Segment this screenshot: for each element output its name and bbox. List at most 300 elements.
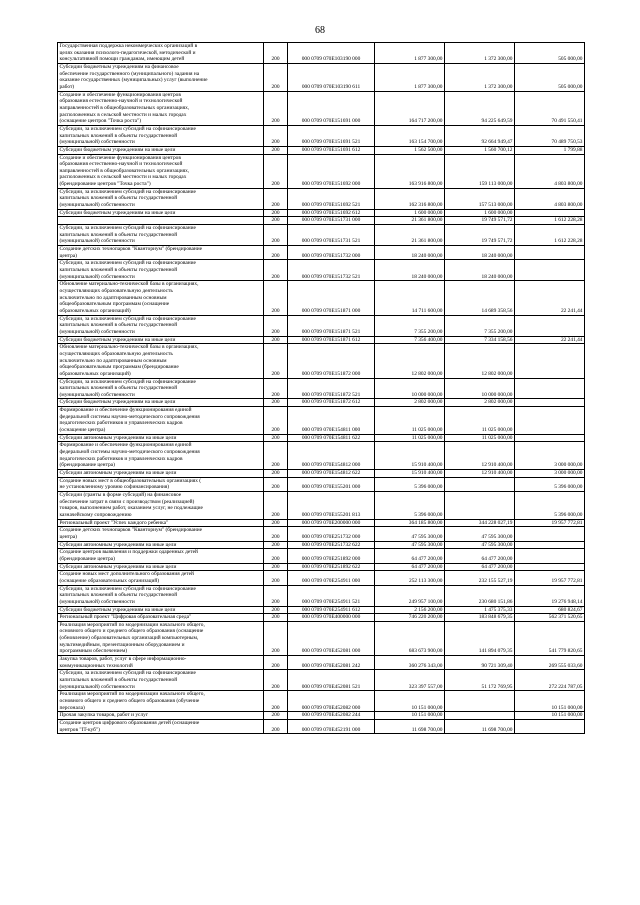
row-name-line: капитальных вложений в объекты государственной: [59, 592, 178, 599]
approved-amount-cell: 15 910 400,00: [375, 470, 445, 478]
row-name-line: Субсидии бюджетным учреждениям на иные цели: [59, 606, 176, 613]
row-name-line: Создание новых мест дополнительного образования детей: [59, 571, 194, 578]
approved-amount-cell: 7 355 200,00: [375, 315, 445, 336]
approved-amount-cell: 252 113 300,00: [375, 571, 445, 585]
row-name-line: образовательных организаций): [59, 370, 131, 377]
row-name-cell: [58, 434, 264, 442]
unexecuted-amount-cell: 4 803 800,00: [515, 188, 585, 209]
row-name-cell: [58, 442, 264, 470]
executed-amount-cell: 12 910 400,00: [445, 442, 515, 470]
table-row: [58, 43, 585, 64]
budget-code-cell: 000 0709 070E151872 521: [288, 378, 375, 399]
unexecuted-amount-cell: [515, 399, 585, 407]
row-name-line: (муниципальной) собственности: [59, 139, 135, 146]
admin-code-cell: 200: [264, 477, 288, 491]
admin-code-cell: 200: [264, 344, 288, 378]
unexecuted-amount-cell: 562 371 520,65: [515, 614, 585, 622]
unexecuted-amount-cell: 1 612 228,28: [515, 225, 585, 246]
row-name-cell: [58, 492, 264, 520]
table-row: [58, 188, 585, 209]
budget-code-cell: 000 0709 070E151691 521: [288, 125, 375, 146]
budget-code-cell: 000 0709 070E151732 521: [288, 260, 375, 281]
admin-code-cell: 200: [264, 91, 288, 125]
table-row: [58, 720, 585, 734]
table-row: [58, 712, 585, 720]
approved-amount-cell: 163 916 800,00: [375, 154, 445, 188]
approved-amount-cell: 10 151 000,00: [375, 712, 445, 720]
table-row: [58, 378, 585, 399]
admin-code-cell: 200: [264, 154, 288, 188]
budget-code-cell: 000 0709 070E151872 000: [288, 344, 375, 378]
table-row: [58, 260, 585, 281]
executed-amount-cell: 1 475 375,33: [445, 606, 515, 614]
budget-code-cell: 000 0709 070E151691 612: [288, 146, 375, 154]
unexecuted-amount-cell: 22 241,44: [515, 281, 585, 315]
budget-code-cell: 000 0709 070E151691 000: [288, 91, 375, 125]
executed-amount-cell: 47 595 300,00: [445, 527, 515, 541]
unexecuted-amount-cell: 70 489 750,53: [515, 125, 585, 146]
admin-code-cell: 200: [264, 571, 288, 585]
row-name-cell: [58, 519, 264, 527]
row-name-cell: [58, 621, 264, 655]
approved-amount-cell: 1 877 300,00: [375, 43, 445, 64]
row-name-line: Создание центров выявления и поддержки одаренных детей: [59, 549, 198, 556]
unexecuted-amount-cell: 3 000 000,00: [515, 442, 585, 470]
row-name-line: Прочая закупка товаров, работ и услуг: [59, 712, 149, 719]
row-name-line: Субсидии, за исключением субсидий на софинансирование: [59, 315, 196, 322]
approved-amount-cell: 164 717 200,00: [375, 91, 445, 125]
row-name-line: целях оказания психолого-педагогической, методической и: [59, 49, 196, 56]
approved-amount-cell: 5 396 000,00: [375, 492, 445, 520]
budget-code-cell: 000 0709 070E154812 622: [288, 470, 375, 478]
row-name-line: персонала): [59, 704, 85, 711]
unexecuted-amount-cell: [515, 720, 585, 734]
executed-amount-cell: 51 172 769,95: [445, 670, 515, 691]
row-name-line: Субсидии, за исключением субсидий на софинансирование: [59, 125, 196, 132]
budget-code-cell: 000 0709 070E154812 000: [288, 442, 375, 470]
unexecuted-amount-cell: 272 224 787,05: [515, 670, 585, 691]
row-name-line: общеобразовательным программам (брендирование: [59, 364, 179, 371]
budget-code-cell: 000 0709 070E151871 612: [288, 336, 375, 344]
admin-code-cell: 200: [264, 563, 288, 571]
admin-code-cell: 200: [264, 541, 288, 549]
budget-code-cell: 000 0709 070E452082 244: [288, 712, 375, 720]
admin-code-cell: 200: [264, 407, 288, 435]
table-row: [58, 336, 585, 344]
executed-amount-cell: [445, 712, 515, 720]
approved-amount-cell: 5 396 000,00: [375, 477, 445, 491]
admin-code-cell: 200: [264, 434, 288, 442]
unexecuted-amount-cell: 505 000,00: [515, 43, 585, 64]
row-name-line: центров "IT-куб"): [59, 726, 100, 733]
unexecuted-amount-cell: [515, 563, 585, 571]
approved-amount-cell: 2 156 200,00: [375, 606, 445, 614]
admin-code-cell: 200: [264, 217, 288, 225]
admin-code-cell: 200: [264, 378, 288, 399]
row-name-line: (брендирование центра): [59, 462, 115, 469]
row-name-line: Реализация мероприятий по модернизации начального общего,: [59, 621, 205, 628]
row-name-line: основного общего и среднего общего образования (оснащение: [59, 628, 204, 635]
table-row: [58, 407, 585, 435]
executed-amount-cell: 157 513 000,00: [445, 188, 515, 209]
table-row: [58, 492, 585, 520]
approved-amount-cell: 7 356 400,00: [375, 336, 445, 344]
row-name-cell: [58, 217, 264, 225]
approved-amount-cell: 249 957 100,00: [375, 585, 445, 606]
table-row: [58, 281, 585, 315]
table-row: [58, 541, 585, 549]
unexecuted-amount-cell: 19 276 948,14: [515, 585, 585, 606]
unexecuted-amount-cell: 505 000,00: [515, 63, 585, 91]
row-name-line: Субсидии автономным учреждениям на иные цели: [59, 434, 177, 441]
row-name-line: Субсидии бюджетным учреждениям на финансовое: [59, 63, 179, 70]
executed-amount-cell: 7 355 200,00: [445, 315, 515, 336]
executed-amount-cell: 11 025 000,00: [445, 434, 515, 442]
row-name-line: Обновление материально-технической базы в организациях,: [59, 281, 199, 288]
executed-amount-cell: 64 477 200,00: [445, 563, 515, 571]
executed-amount-cell: 230 680 151,86: [445, 585, 515, 606]
row-name-cell: [58, 477, 264, 491]
executed-amount-cell: 232 155 527,19: [445, 571, 515, 585]
row-name-line: образования естественно-научной и технологической: [59, 98, 183, 105]
row-name-line: Субсидии, за исключением субсидий на софинансирование: [59, 188, 196, 195]
budget-code-cell: 000 0709 070E151731 000: [288, 217, 375, 225]
table-row: [58, 527, 585, 541]
row-name-cell: [58, 549, 264, 563]
admin-code-cell: 200: [264, 470, 288, 478]
unexecuted-amount-cell: 541 779 820,65: [515, 621, 585, 655]
row-name-cell: [58, 541, 264, 549]
table-row: [58, 225, 585, 246]
admin-code-cell: 200: [264, 399, 288, 407]
row-name-line: [60, 217, 262, 224]
table-row: [58, 146, 585, 154]
row-name-cell: [58, 670, 264, 691]
approved-amount-cell: 1 600 000,00: [375, 209, 445, 217]
row-name-line: капитальных вложений в объекты государственной: [59, 677, 178, 684]
row-name-line: (муниципальной) собственности: [59, 273, 135, 280]
admin-code-cell: 200: [264, 43, 288, 64]
table-body: [58, 43, 585, 734]
executed-amount-cell: 141 894 079,35: [445, 621, 515, 655]
row-name-line: (брендирование центра): [59, 555, 115, 562]
budget-code-cell: 000 0709 070E154811 622: [288, 434, 375, 442]
budget-code-cell: 000 0709 070E452081 000: [288, 621, 375, 655]
row-name-line: образования естественно-научной и технологической: [59, 161, 183, 168]
executed-amount-cell: 47 595 300,00: [445, 541, 515, 549]
row-name-line: Формирование и обеспечение функционирования единой: [59, 442, 192, 449]
table-row: [58, 209, 585, 217]
row-name-line: (оснащение центра): [59, 427, 106, 434]
approved-amount-cell: 323 397 557,00: [375, 670, 445, 691]
budget-code-cell: 000 0709 070E155201 000: [288, 477, 375, 491]
unexecuted-amount-cell: [515, 246, 585, 260]
row-name-line: Субсидии бюджетным учреждениям на иные цели: [59, 399, 176, 406]
approved-amount-cell: 64 477 200,00: [375, 549, 445, 563]
unexecuted-amount-cell: [515, 549, 585, 563]
row-name-line: общеобразовательным программам (оснащение: [59, 301, 170, 308]
approved-amount-cell: 360 276 343,00: [375, 656, 445, 670]
admin-code-cell: 200: [264, 691, 288, 712]
row-name-line: Субсидии, за исключением субсидий на софинансирование: [59, 225, 196, 232]
table-row: [58, 315, 585, 336]
row-name-line: Реализация мероприятий по модернизации начального общего,: [59, 691, 205, 698]
approved-amount-cell: 12 802 000,00: [375, 344, 445, 378]
executed-amount-cell: 19 749 571,72: [445, 217, 515, 225]
row-name-line: (обновление) образовательных организаций компьютерным,: [59, 635, 199, 642]
budget-code-cell: 000 0709 070E251892 000: [288, 549, 375, 563]
row-name-line: мультимедийным, презентационным оборудованием и: [59, 641, 185, 648]
executed-amount-cell: 1 372 300,00: [445, 63, 515, 91]
approved-amount-cell: 18 240 000,00: [375, 246, 445, 260]
budget-code-cell: 000 0709 070E155201 813: [288, 492, 375, 520]
executed-amount-cell: 1 600 000,00: [445, 209, 515, 217]
row-name-cell: [58, 188, 264, 209]
admin-code-cell: 200: [264, 549, 288, 563]
approved-amount-cell: 14 711 600,00: [375, 281, 445, 315]
unexecuted-amount-cell: 680 824,67: [515, 606, 585, 614]
admin-code-cell: 200: [264, 209, 288, 217]
row-name-line: (оснащение образовательных организаций): [59, 577, 160, 584]
executed-amount-cell: [445, 492, 515, 520]
table-row: [58, 125, 585, 146]
row-name-line: расположенных в сельской местности и малых городах: [59, 111, 187, 118]
budget-code-cell: 000 0709 070E400000 000: [288, 614, 375, 622]
row-name-line: капитальных вложений в объекты государственной: [59, 385, 178, 392]
row-name-cell: [58, 209, 264, 217]
approved-amount-cell: 11 025 000,00: [375, 434, 445, 442]
row-name-line: (муниципальной) собственности: [59, 598, 135, 605]
row-name-line: педагогических работников и управленческих кадров: [59, 455, 183, 462]
executed-amount-cell: 92 664 949,47: [445, 125, 515, 146]
row-name-line: Закупка товаров, работ, услуг в сфере информационно-: [59, 656, 187, 663]
unexecuted-amount-cell: [515, 527, 585, 541]
row-name-line: (брендирование центров "Точка роста"): [59, 181, 151, 188]
table-row: [58, 670, 585, 691]
unexecuted-amount-cell: 70 491 550,41: [515, 91, 585, 125]
budget-code-cell: 000 0709 070E254911 521: [288, 585, 375, 606]
unexecuted-amount-cell: 10 151 000,00: [515, 712, 585, 720]
approved-amount-cell: 11 698 700,00: [375, 720, 445, 734]
row-name-line: Субсидии автономным учреждениям на иные цели: [59, 541, 177, 548]
table-row: [58, 571, 585, 585]
row-name-line: исключительно по адаптированным основным: [59, 294, 167, 301]
row-name-cell: [58, 43, 264, 64]
row-name-cell: [58, 527, 264, 541]
row-name-line: Субсидии (гранты в форме субсидий) на финансовое: [59, 492, 182, 498]
row-name-cell: [58, 656, 264, 670]
unexecuted-amount-cell: [515, 378, 585, 399]
table-row: [58, 442, 585, 470]
row-name-cell: [58, 720, 264, 734]
row-name-line: консультативной помощи гражданам, имеющим детей: [59, 56, 185, 63]
admin-code-cell: 200: [264, 712, 288, 720]
row-name-line: федеральной системы научно-методического сопровождения: [59, 449, 200, 456]
unexecuted-amount-cell: [515, 541, 585, 549]
row-name-line: работ): [59, 83, 75, 90]
approved-amount-cell: 163 154 700,00: [375, 125, 445, 146]
admin-code-cell: 200: [264, 260, 288, 281]
row-name-cell: [58, 344, 264, 378]
unexecuted-amount-cell: [515, 315, 585, 336]
unexecuted-amount-cell: 5 396 000,00: [515, 492, 585, 520]
admin-code-cell: 200: [264, 527, 288, 541]
approved-amount-cell: 18 240 000,00: [375, 260, 445, 281]
table-row: [58, 519, 585, 527]
budget-code-cell: 000 0709 070E103190 000: [288, 43, 375, 64]
budget-code-cell: 000 0709 070E452081 242: [288, 656, 375, 670]
page-number: 68: [315, 25, 325, 36]
row-name-line: Субсидии бюджетным учреждениям на иные цели: [59, 146, 176, 153]
table-row: [58, 217, 585, 225]
executed-amount-cell: 1 560 700,12: [445, 146, 515, 154]
row-name-line: Субсидии бюджетным учреждениям на иные цели: [59, 336, 176, 343]
approved-amount-cell: 1 877 300,00: [375, 63, 445, 91]
executed-amount-cell: 2 802 000,00: [445, 399, 515, 407]
row-name-line: капитальных вложений в объекты государственной: [59, 267, 178, 273]
approved-amount-cell: 2 802 000,00: [375, 399, 445, 407]
admin-code-cell: 200: [264, 315, 288, 336]
row-name-line: Обновление материально-технической базы в организациях,: [59, 344, 199, 351]
executed-amount-cell: 159 113 000,00: [445, 154, 515, 188]
row-name-line: Субсидии, за исключением субсидий на софинансирование: [59, 378, 196, 385]
row-name-line: программным обеспечением): [59, 648, 128, 655]
row-name-cell: [58, 606, 264, 614]
row-name-line: Региональный проект "Успех каждого ребенка": [59, 519, 169, 526]
budget-code-cell: 000 0709 070E452081 521: [288, 670, 375, 691]
unexecuted-amount-cell: [515, 434, 585, 442]
row-name-line: образовательных организаций): [59, 307, 131, 314]
approved-amount-cell: 21 361 800,00: [375, 225, 445, 246]
budget-code-cell: 000 0709 070E103190 611: [288, 63, 375, 91]
budget-code-cell: 000 0709 070E154811 000: [288, 407, 375, 435]
row-name-line: Создание и обеспечение функционирования центров: [59, 154, 181, 161]
budget-code-cell: 000 0709 070E251732 000: [288, 527, 375, 541]
row-name-cell: [58, 691, 264, 712]
budget-code-cell: 000 0709 070E151692 000: [288, 154, 375, 188]
row-name-line: обеспечение государственного (муниципального) задания на: [59, 70, 200, 77]
row-name-line: капитальных вложений в объекты государственной: [59, 231, 178, 238]
row-name-line: оказание государственных (муниципальных) услуг (выполнение: [59, 77, 208, 84]
row-name-cell: [58, 225, 264, 246]
row-name-line: Региональный проект "Цифровая образовательная среда": [59, 614, 192, 621]
approved-amount-cell: 683 673 900,00: [375, 621, 445, 655]
row-name-line: Субсидии бюджетным учреждениям на иные цели: [59, 209, 176, 216]
approved-amount-cell: 10 000 000,00: [375, 378, 445, 399]
executed-amount-cell: 7 334 158,56: [445, 336, 515, 344]
row-name-line: (муниципальной) собственности: [59, 683, 135, 690]
executed-amount-cell: 14 689 358,56: [445, 281, 515, 315]
row-name-line: (муниципальной) собственности: [59, 202, 135, 209]
admin-code-cell: 200: [264, 225, 288, 246]
row-name-cell: [58, 91, 264, 125]
row-name-line: педагогических работников и управленческих кадров: [59, 420, 183, 427]
row-name-cell: [58, 154, 264, 188]
row-name-line: Субсидии автономным учреждениям на иные цели: [59, 563, 177, 570]
row-name-cell: [58, 563, 264, 571]
row-name-line: расположенных в сельской местности и малых городах: [59, 174, 187, 181]
row-name-line: центра): [59, 533, 77, 540]
unexecuted-amount-cell: [515, 209, 585, 217]
table-row: [58, 246, 585, 260]
row-name-line: Создание и обеспечение функционирования центров: [59, 91, 181, 98]
admin-code-cell: 200: [264, 246, 288, 260]
unexecuted-amount-cell: [515, 260, 585, 281]
executed-amount-cell: 64 477 200,00: [445, 549, 515, 563]
admin-code-cell: 200: [264, 585, 288, 606]
approved-amount-cell: 746 220 200,00: [375, 614, 445, 622]
row-name-line: исключительно по адаптированным основным: [59, 357, 167, 364]
executed-amount-cell: 18 240 000,00: [445, 246, 515, 260]
table-row: [58, 656, 585, 670]
row-name-cell: [58, 146, 264, 154]
executed-amount-cell: 344 228 027,19: [445, 519, 515, 527]
row-name-line: осуществляющих образовательную деятельность: [59, 287, 173, 294]
unexecuted-amount-cell: [515, 344, 585, 378]
row-name-line: не установленному уровню софинансирования): [59, 484, 170, 491]
budget-code-cell: 000 0709 070E452191 000: [288, 720, 375, 734]
table-row: [58, 91, 585, 125]
executed-amount-cell: 19 749 571,72: [445, 225, 515, 246]
budget-code-cell: 000 0709 070E254911 000: [288, 571, 375, 585]
row-name-line: Создание детских технопарков "Кванториум" (брендирование: [59, 527, 203, 534]
approved-amount-cell: 47 595 300,00: [375, 527, 445, 541]
table-row: [58, 154, 585, 188]
unexecuted-amount-cell: 3 000 000,00: [515, 470, 585, 478]
budget-code-cell: 000 0709 070E151871 521: [288, 315, 375, 336]
unexecuted-amount-cell: 1 612 228,28: [515, 217, 585, 225]
budget-code-cell: 000 0709 070E151692 521: [288, 188, 375, 209]
table-row: [58, 63, 585, 91]
table-row: [58, 621, 585, 655]
row-name-cell: [58, 712, 264, 720]
unexecuted-amount-cell: 5 396 000,00: [515, 477, 585, 491]
unexecuted-amount-cell: 19 957 772,81: [515, 519, 585, 527]
unexecuted-amount-cell: 269 555 033,60: [515, 656, 585, 670]
row-name-line: капитальных вложений в объекты государственной: [59, 195, 178, 202]
budget-code-cell: 000 0709 070E151871 000: [288, 281, 375, 315]
row-name-line: осуществляющих образовательную деятельность: [59, 350, 173, 357]
table-row: [58, 470, 585, 478]
budget-code-cell: 000 0709 070E151872 612: [288, 399, 375, 407]
row-name-line: (муниципальной) собственности: [59, 238, 135, 245]
row-name-line: (оснащение центров "Точка роста"): [59, 118, 142, 125]
executed-amount-cell: 18 240 000,00: [445, 260, 515, 281]
approved-amount-cell: 10 151 000,00: [375, 691, 445, 712]
approved-amount-cell: 64 477 200,00: [375, 563, 445, 571]
row-name-cell: [58, 571, 264, 585]
executed-amount-cell: 10 000 000,00: [445, 378, 515, 399]
admin-code-cell: 200: [264, 621, 288, 655]
admin-code-cell: 200: [264, 63, 288, 91]
table-row: [58, 563, 585, 571]
row-name-cell: [58, 614, 264, 622]
admin-code-cell: 200: [264, 125, 288, 146]
row-name-line: казначейскому сопровождению: [59, 511, 132, 518]
row-name-cell: [58, 378, 264, 399]
executed-amount-cell: 94 225 649,59: [445, 91, 515, 125]
row-name-line: Субсидии автономным учреждениям на иные цели: [59, 470, 177, 477]
approved-amount-cell: 47 595 300,00: [375, 541, 445, 549]
approved-amount-cell: 364 185 800,00: [375, 519, 445, 527]
table-row: [58, 477, 585, 491]
budget-table: [57, 42, 585, 734]
admin-code-cell: 200: [264, 492, 288, 520]
executed-amount-cell: 183 848 679,35: [445, 614, 515, 622]
unexecuted-amount-cell: 4 803 800,00: [515, 154, 585, 188]
row-name-cell: [58, 125, 264, 146]
unexecuted-amount-cell: 1 799,88: [515, 146, 585, 154]
